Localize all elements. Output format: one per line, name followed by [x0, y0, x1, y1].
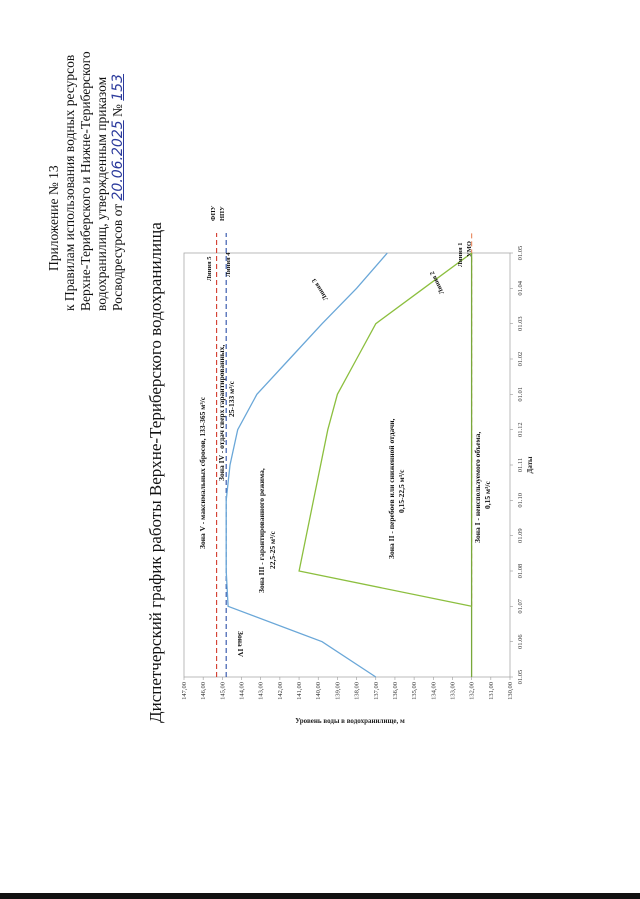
y-tick-label: 138,00 — [353, 682, 361, 700]
y-tick-label: 131,00 — [487, 682, 495, 700]
x-axis-label: Даты — [526, 456, 534, 474]
header-line-4: водохранилищ, утвержденным приказом — [94, 76, 109, 311]
x-tick-label: 01.11 — [517, 457, 524, 473]
line-3-label: Линия 3 — [310, 277, 330, 302]
y-tick-label: 130,00 — [507, 682, 514, 700]
annotations — [198, 205, 534, 725]
handwritten-number: 153 — [110, 73, 126, 101]
zone-5-label: Зона V - максимальных сбросов, 133-365 м³/с — [198, 396, 207, 549]
scan-edge-shadow — [0, 893, 640, 899]
umo-label: УМО — [466, 241, 473, 257]
y-axis — [181, 677, 514, 700]
line-2-label: Линия 2 — [428, 270, 446, 296]
x-tick-label: 01.05 — [517, 245, 524, 261]
line-1-label: Линия 1 — [457, 242, 464, 267]
plot-frame — [184, 253, 510, 677]
line-4-label: Линия 4 — [225, 252, 232, 277]
series-3-line — [226, 253, 387, 677]
y-tick-label: 132,00 — [468, 682, 476, 700]
x-tick-label: 01.10 — [517, 493, 524, 508]
y-tick-label: 146,00 — [200, 682, 208, 700]
x-tick-label: 01.12 — [517, 422, 524, 437]
zone-2-label-b: 0,15-22,5 м³/с — [397, 469, 406, 513]
x-tick-label: 01.08 — [517, 563, 524, 579]
y-tick-label: 139,00 — [334, 682, 342, 700]
series-lines — [226, 253, 471, 677]
y-tick-label: 133,00 — [449, 682, 457, 700]
x-tick-label: 01.09 — [517, 528, 524, 543]
y-tick-label: 135,00 — [411, 682, 419, 700]
chart-title: Диспетчерский график работы Верхне-Териберского водохранилища — [146, 222, 165, 723]
header-date-prefix: Росводресурсов от — [110, 203, 125, 311]
y-tick-label: 141,00 — [296, 682, 304, 700]
x-tick-label: 01.02 — [517, 351, 524, 367]
zone-3-label-b: 22,5-25 м³/с — [268, 531, 277, 569]
y-tick-label: 137,00 — [372, 682, 380, 700]
series-2-line — [299, 253, 472, 606]
zone-2-label-a: Зона II - перебоев или сниженной отдачи, — [387, 418, 396, 559]
zone-iv-early-label: Зона IV — [236, 631, 245, 657]
x-tick-label: 01.06 — [517, 634, 524, 649]
header-number-prefix: № — [110, 104, 125, 117]
y-axis-label: Уровень воды в водохранилище, м — [295, 717, 405, 725]
y-tick-label: 140,00 — [315, 682, 323, 700]
zone-4-label-b: 25-133 м³/с — [227, 381, 236, 417]
y-tick-label: 143,00 — [257, 682, 265, 700]
fpu-label: ФПУ — [210, 205, 217, 221]
x-tick-label: 01.07 — [517, 599, 524, 614]
y-tick-label: 144,00 — [238, 682, 246, 700]
zone-1-label-a: Зона I - неиспользуемого объема, — [473, 431, 482, 543]
y-tick-label: 136,00 — [391, 682, 399, 700]
zone-4-label-a: Зона IV - отдач сверх гарантированных, — [217, 344, 226, 481]
x-tick-label: 01.05 — [517, 669, 524, 685]
y-tick-label: 147,00 — [181, 682, 188, 700]
header-line-2: к Правилам использования водных ресурсов — [62, 54, 77, 311]
x-tick-label: 01.03 — [517, 316, 524, 331]
level-lines — [217, 233, 472, 677]
zone-3-label-a: Зона III - гарантированного режима, — [257, 468, 266, 593]
npu-label: НПУ — [219, 206, 226, 221]
y-tick-label: 145,00 — [219, 682, 227, 700]
x-tick-label: 01.04 — [517, 281, 524, 296]
line-5-label: Линия 5 — [206, 256, 213, 281]
header-line-1: Приложение № 13 — [46, 165, 61, 271]
handwritten-date: 20.06.2025 — [110, 120, 126, 201]
header-line-3: Верхне-Териберского и Нижне-Териберского — [78, 51, 93, 311]
x-tick-label: 01.01 — [517, 387, 524, 402]
zone-1-label-b: 0,15 м³/с — [483, 481, 492, 509]
y-tick-label: 134,00 — [430, 682, 438, 700]
x-axis — [510, 246, 524, 685]
y-tick-label: 142,00 — [276, 682, 284, 700]
